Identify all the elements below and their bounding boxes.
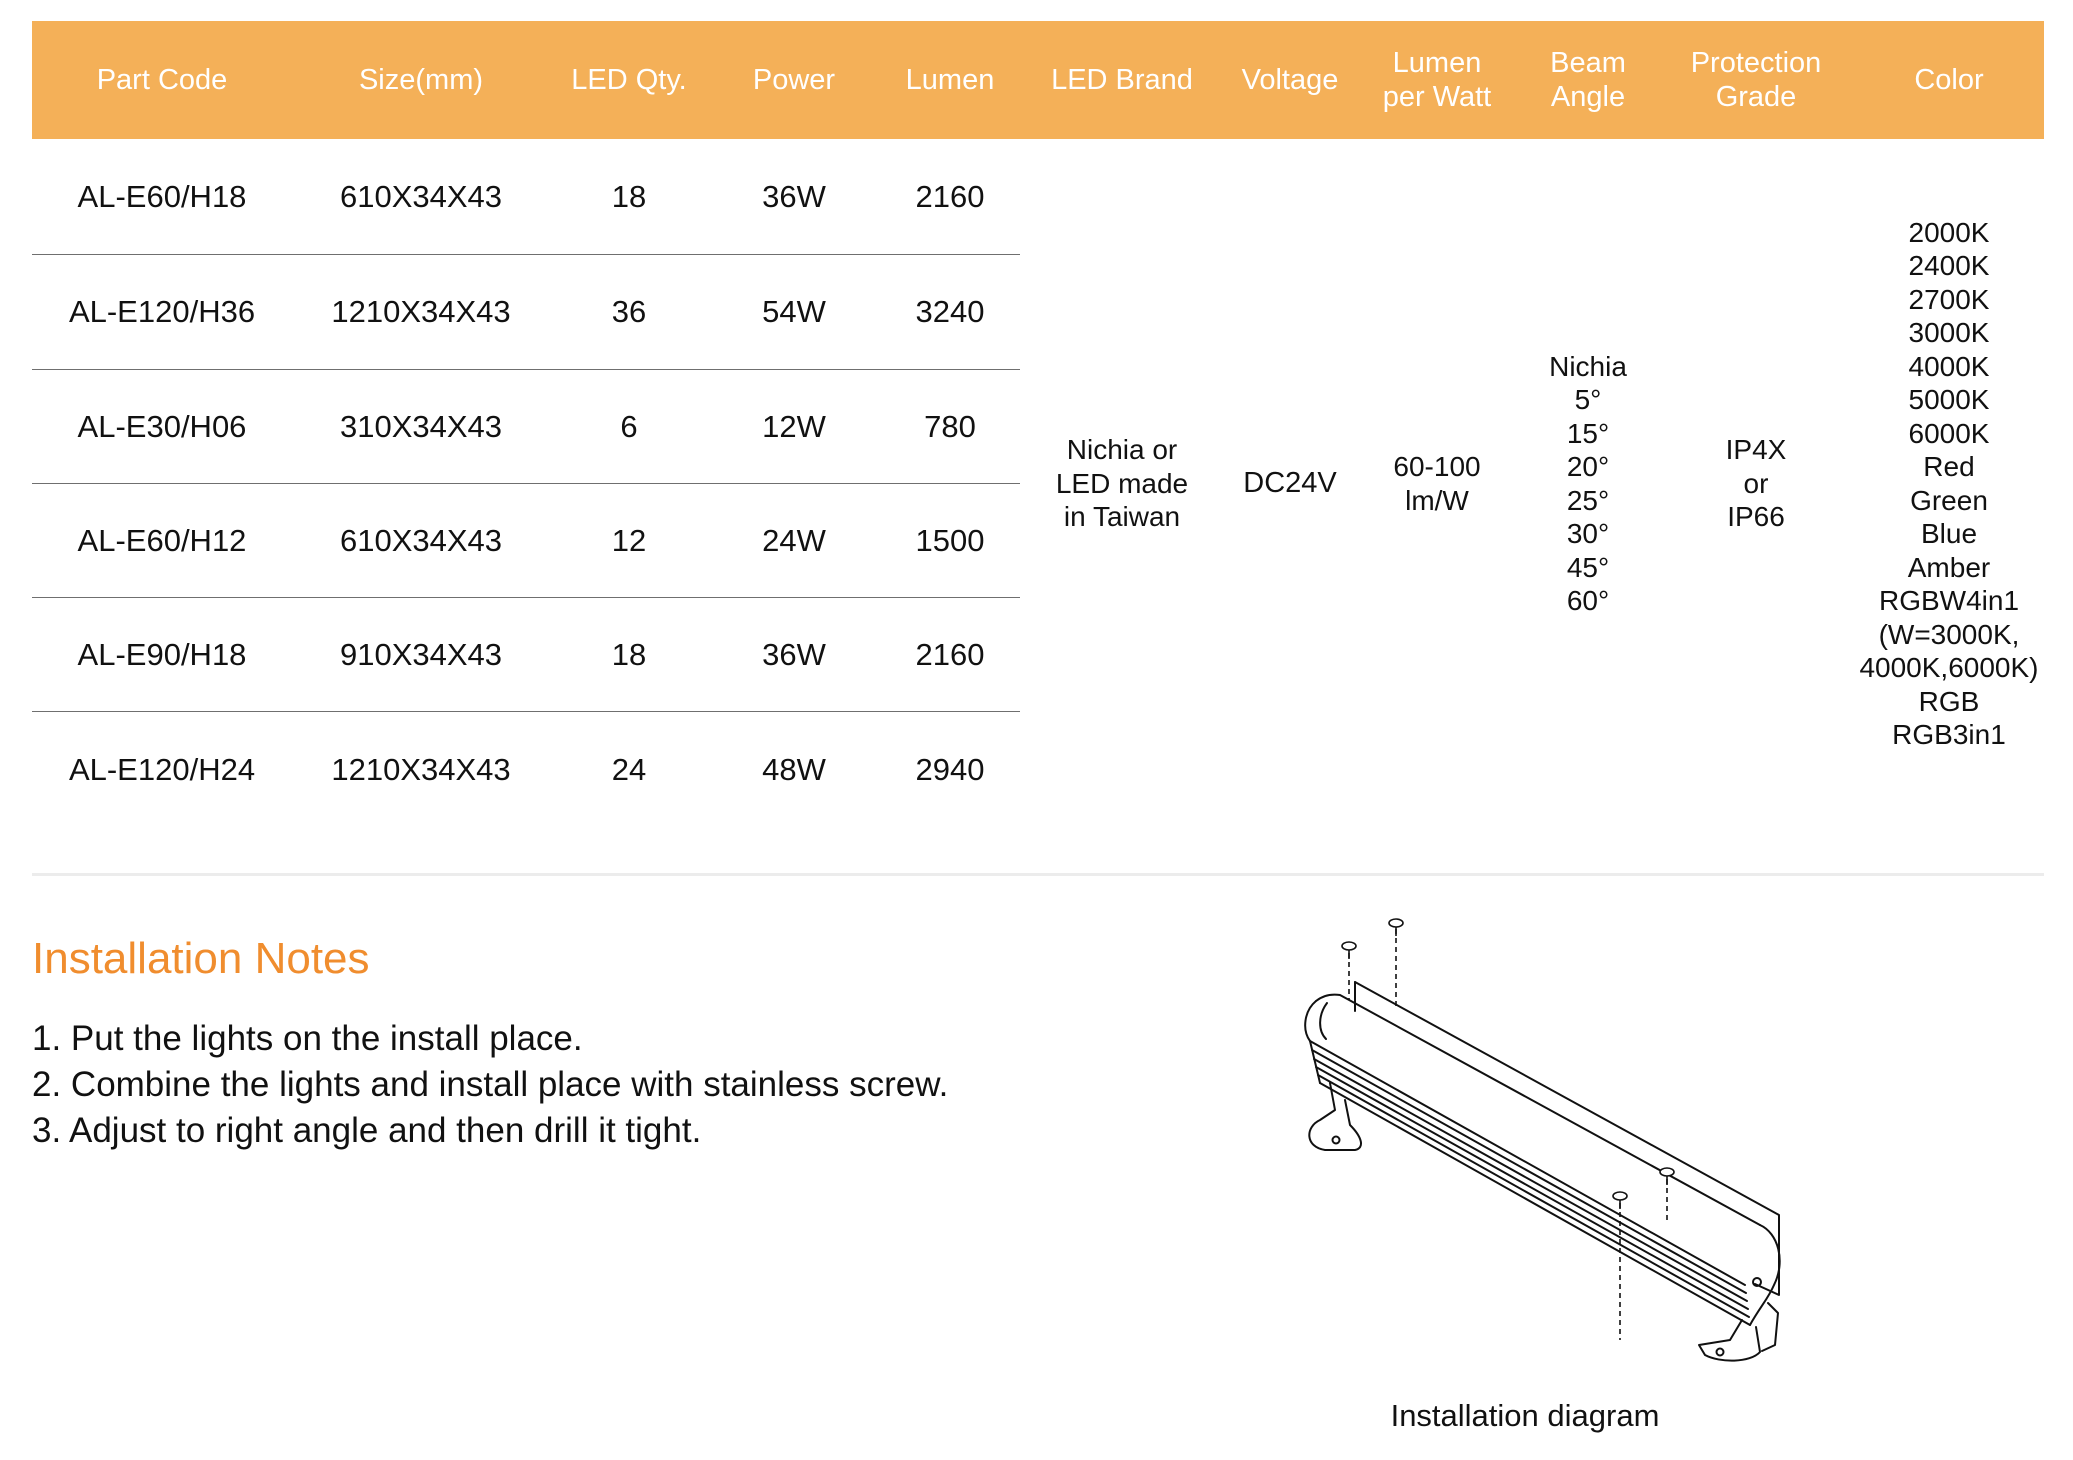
cell-beam-angle: Nichia 5° 15° 20° 25° 30° 45° 60° [1549,350,1627,616]
cell-part-code: AL-E30/H06 [77,408,247,444]
table-row [32,484,1020,598]
section-divider [32,873,2044,876]
cell-led-qty: 18 [611,636,647,672]
cell-lumen: 780 [924,408,976,444]
header-voltage: Voltage [1241,64,1339,96]
table-row [32,255,1020,370]
table-row [32,139,1020,255]
header-led-brand: LED Brand [1051,64,1193,96]
cell-power: 12W [762,408,826,444]
table-row [32,598,1020,712]
cell-part-code: AL-E120/H36 [68,294,256,329]
cell-led-brand: Nichia or LED made in Taiwan [1055,434,1189,533]
header-part-code: Part Code [96,64,228,96]
table-header [32,21,2044,139]
cell-power: 54W [762,294,826,329]
list-item: 1. Put the lights on the install place. [32,1019,583,1058]
cell-lumen-per-watt: 60-100 lm/W [1393,451,1481,516]
cell-power: 24W [762,522,826,558]
cell-power: 36W [762,178,826,214]
cell-part-code: AL-E60/H12 [77,522,247,558]
cell-size: 1210X34X43 [331,294,511,329]
cell-size: 1210X34X43 [331,752,511,787]
cell-size: 910X34X43 [339,636,503,672]
cell-power: 48W [762,752,826,787]
cell-lumen: 1500 [915,522,985,558]
cell-color: 2000K 2400K 2700K 3000K 4000K 5000K 6000K Red Green Blue Amber RGBW4in1 (W=3000K, 4000K,6000K) RGB RGB3in1 [1859,216,2039,750]
header-lumen: Lumen [905,64,995,96]
table-row [32,370,1020,484]
cell-part-code: AL-E90/H18 [77,636,247,672]
header-color: Color [1914,64,1984,96]
list-item: 3. Adjust to right angle and then drill it tight. [32,1111,702,1150]
header-protection-grade: Protection Grade [1690,47,1822,113]
cell-led-qty: 6 [620,408,638,444]
cell-power: 36W [762,636,826,672]
diagram-caption: Installation diagram [1390,1398,1660,1433]
cell-voltage: DC24V [1243,466,1337,499]
cell-led-qty: 12 [611,522,647,558]
cell-lumen: 2160 [915,636,985,672]
cell-size: 610X34X43 [339,178,503,214]
installation-steps [32,1016,948,1154]
installation-diagram-icon [1290,915,1790,1365]
header-beam-angle: Beam Angle [1550,47,1626,113]
installation-notes-title: Installation Notes [32,934,370,983]
header-size: Size(mm) [358,64,484,96]
cell-lumen: 3240 [915,294,985,329]
cell-part-code: AL-E120/H24 [68,752,256,787]
header-led-qty: LED Qty. [571,64,687,96]
header-lumen-per-watt: Lumen per Watt [1382,47,1492,113]
cell-led-qty: 36 [611,294,647,329]
cell-led-qty: 18 [611,178,647,214]
table-row [32,712,1020,828]
cell-size: 610X34X43 [339,522,503,558]
cell-lumen: 2940 [915,752,985,787]
list-item: 2. Combine the lights and install place with stainless screw. [32,1065,949,1104]
cell-lumen: 2160 [915,178,985,214]
header-power: Power [752,64,836,96]
cell-part-code: AL-E60/H18 [77,178,247,214]
cell-protection-grade: IP4X or IP66 [1725,434,1787,533]
cell-led-qty: 24 [611,752,647,787]
cell-size: 310X34X43 [339,408,503,444]
